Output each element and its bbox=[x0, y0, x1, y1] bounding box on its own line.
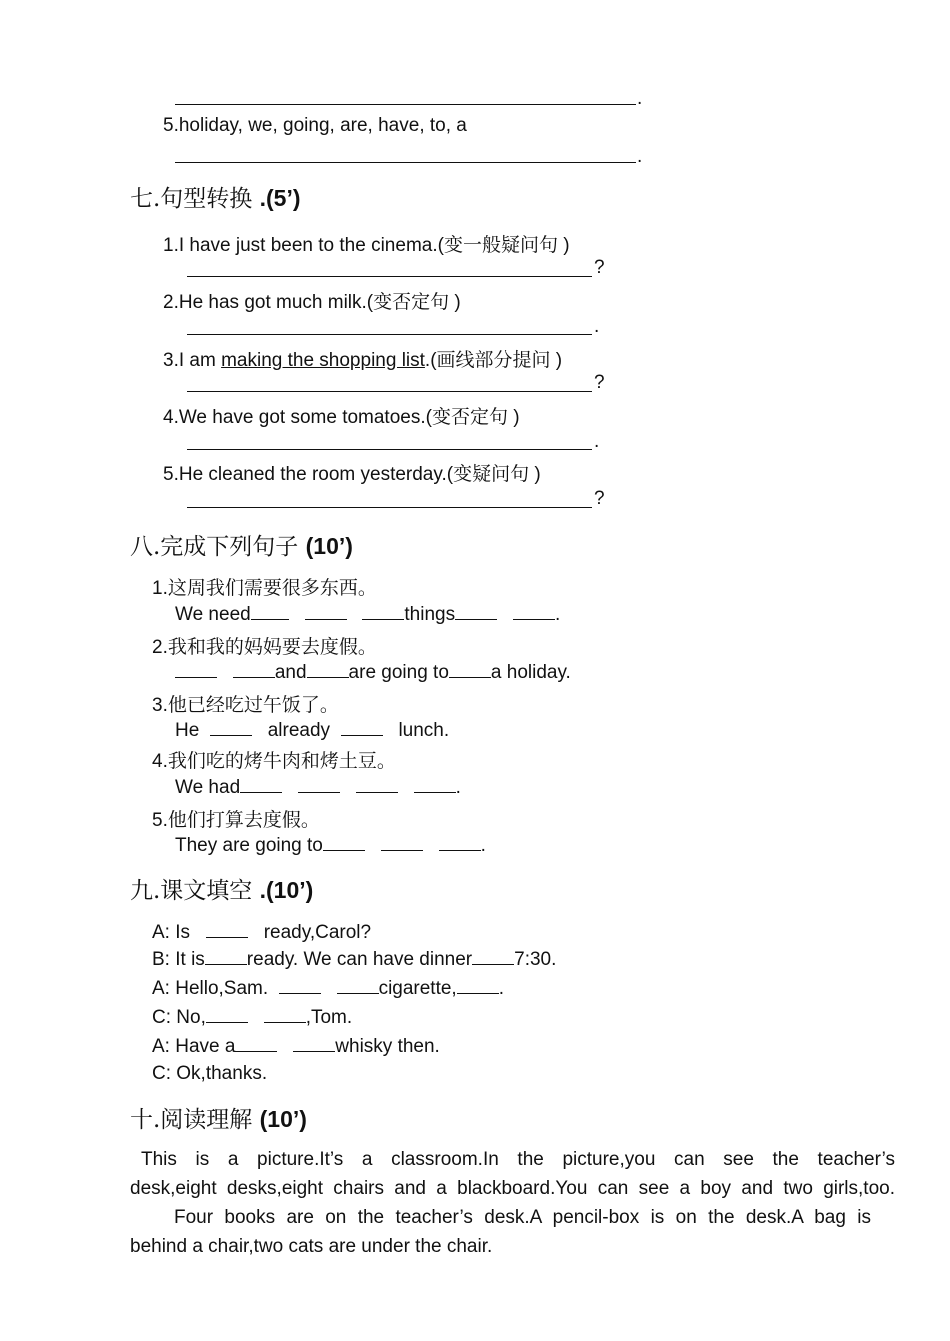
sentence-text: . bbox=[455, 777, 461, 798]
reading-paragraph bbox=[130, 1145, 895, 1261]
heading-title: 八.完成下列句子 bbox=[130, 534, 299, 560]
dialogue-line bbox=[152, 948, 556, 971]
answer-line[interactable] bbox=[187, 391, 592, 392]
blank[interactable] bbox=[235, 1035, 277, 1052]
question-text: 4.We have got some tomatoes.(变否定句 ) bbox=[163, 407, 520, 428]
blank[interactable] bbox=[381, 834, 423, 851]
dialogue-text: 7:30. bbox=[514, 949, 557, 970]
blank[interactable] bbox=[233, 661, 275, 678]
dialogue-line bbox=[152, 1035, 440, 1058]
sentence-text: a holiday. bbox=[490, 662, 571, 683]
dialogue-line bbox=[152, 921, 371, 944]
line-end-punct: . bbox=[637, 146, 643, 167]
sentence-text: lunch. bbox=[398, 720, 450, 741]
answer-line[interactable] bbox=[187, 276, 592, 277]
blank[interactable] bbox=[414, 776, 456, 793]
line-end-punct: . bbox=[637, 88, 643, 109]
sentence-text: are going to bbox=[348, 662, 449, 683]
sentence-text: We need bbox=[175, 604, 251, 625]
dialogue-text: ready,Carol? bbox=[263, 922, 372, 943]
blank[interactable] bbox=[279, 977, 321, 994]
question-text-part: 3.I am bbox=[163, 350, 222, 371]
dialogue-text: C: No, bbox=[152, 1007, 206, 1028]
fill-sentence bbox=[175, 834, 486, 857]
fill-sentence bbox=[175, 719, 449, 742]
blank[interactable] bbox=[341, 719, 383, 736]
blank[interactable] bbox=[513, 603, 555, 620]
blank[interactable] bbox=[251, 603, 289, 620]
dialogue-text: whisky then. bbox=[335, 1036, 440, 1057]
blank[interactable] bbox=[210, 719, 252, 736]
blank[interactable] bbox=[362, 603, 404, 620]
blank[interactable] bbox=[240, 776, 282, 793]
blank[interactable] bbox=[356, 776, 398, 793]
blank[interactable] bbox=[293, 1035, 335, 1052]
sentence-text: and bbox=[274, 662, 307, 683]
blank[interactable] bbox=[439, 834, 481, 851]
dialogue-text: A: Have a bbox=[152, 1036, 236, 1057]
dialogue-line bbox=[152, 1006, 352, 1029]
dialogue-line: C: Ok,thanks. bbox=[152, 1063, 268, 1084]
fill-sentence bbox=[175, 603, 560, 626]
answer-line[interactable] bbox=[175, 104, 636, 105]
blank[interactable] bbox=[323, 834, 365, 851]
line-end-punct: ? bbox=[594, 257, 605, 278]
answer-line[interactable] bbox=[187, 334, 592, 335]
paragraph-line: behind a chair,two cats are under the chair. bbox=[130, 1236, 493, 1257]
question-chinese: 2.我和我的妈妈要去度假。 bbox=[152, 637, 377, 658]
question-text: 1.I have just been to the cinema.(变一般疑问句 ) bbox=[163, 235, 570, 256]
blank[interactable] bbox=[457, 977, 499, 994]
paragraph-line: Four books are on the teacher’s desk.A pencil-box is on the desk.A bag is bbox=[174, 1207, 871, 1228]
answer-line[interactable] bbox=[175, 162, 636, 163]
question-chinese: 5.他们打算去度假。 bbox=[152, 810, 320, 831]
sentence-text: already bbox=[267, 720, 331, 741]
blank[interactable] bbox=[472, 948, 514, 965]
blank[interactable] bbox=[449, 661, 491, 678]
heading-score: .(10’) bbox=[259, 877, 314, 903]
line-end-punct: . bbox=[594, 316, 600, 337]
sentence-text: He bbox=[175, 720, 200, 741]
dialogue-text: A: Hello,Sam. bbox=[152, 978, 269, 999]
dialogue-text: ,Tom. bbox=[305, 1007, 353, 1028]
blank[interactable] bbox=[298, 776, 340, 793]
heading-title: 十.阅读理解 bbox=[130, 1107, 253, 1133]
dialogue-text: ready. We can have dinner bbox=[246, 949, 473, 970]
section-heading bbox=[130, 528, 353, 561]
question-text bbox=[163, 345, 562, 372]
dialogue-text: A: Is bbox=[152, 922, 191, 943]
blank[interactable] bbox=[205, 948, 247, 965]
question-text-part: .(画线部分提问 ) bbox=[424, 350, 563, 371]
heading-score: (10’) bbox=[305, 533, 353, 559]
answer-line[interactable] bbox=[187, 507, 592, 508]
paragraph-line: desk,eight desks,eight chairs and a blackboard.You can see a boy and two girls,too. bbox=[130, 1178, 895, 1199]
section-heading bbox=[130, 180, 301, 213]
answer-line[interactable] bbox=[187, 449, 592, 450]
sentence-text: We had bbox=[175, 777, 241, 798]
sentence-text: . bbox=[480, 835, 486, 856]
line-end-punct: ? bbox=[594, 372, 605, 393]
question-chinese: 4.我们吃的烤牛肉和烤土豆。 bbox=[152, 751, 396, 772]
blank[interactable] bbox=[264, 1006, 306, 1023]
underlined-phrase: making the shopping list bbox=[221, 350, 425, 371]
fill-sentence bbox=[175, 776, 461, 799]
blank[interactable] bbox=[337, 977, 379, 994]
question-chinese: 3.他已经吃过午饭了。 bbox=[152, 695, 339, 716]
sentence-text: things bbox=[404, 604, 456, 625]
heading-title: 七.句型转换 bbox=[130, 186, 253, 212]
heading-score: (10’) bbox=[259, 1106, 307, 1132]
section-heading bbox=[130, 872, 313, 905]
heading-title: 九.课文填空 bbox=[130, 878, 253, 904]
blank[interactable] bbox=[175, 661, 217, 678]
line-end-punct: . bbox=[594, 431, 600, 452]
question-text: 5.He cleaned the room yesterday.(变疑问句 ) bbox=[163, 464, 541, 485]
blank[interactable] bbox=[206, 921, 248, 938]
sentence-text: . bbox=[554, 604, 561, 625]
blank[interactable] bbox=[455, 603, 497, 620]
heading-score: .(5’) bbox=[259, 185, 301, 211]
blank[interactable] bbox=[307, 661, 349, 678]
question-text: 2.He has got much milk.(变否定句 ) bbox=[163, 292, 461, 313]
blank[interactable] bbox=[206, 1006, 248, 1023]
blank[interactable] bbox=[305, 603, 347, 620]
dialogue-text: . bbox=[498, 978, 504, 999]
sentence-text: They are going to bbox=[175, 835, 323, 856]
dialogue-text: B: It is bbox=[152, 949, 205, 970]
dialogue-text: cigarette, bbox=[378, 978, 457, 999]
question-chinese: 1.这周我们需要很多东西。 bbox=[152, 578, 377, 599]
dialogue-line bbox=[152, 977, 504, 1000]
line-end-punct: ? bbox=[594, 488, 605, 509]
question-text: 5.holiday, we, going, are, have, to, a bbox=[163, 115, 467, 136]
section-heading bbox=[130, 1101, 307, 1134]
fill-sentence bbox=[175, 661, 571, 684]
paragraph-line: This is a picture.It’s a classroom.In the picture,you can see the teacher’s bbox=[141, 1149, 895, 1170]
